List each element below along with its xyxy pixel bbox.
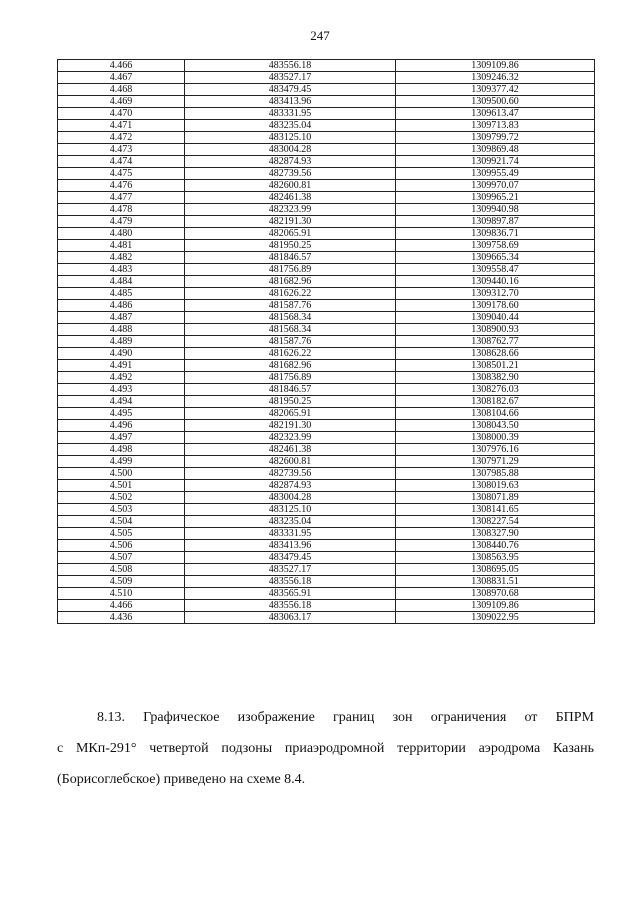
y-coordinate-cell: 1309799.72 xyxy=(396,132,595,144)
point-number-cell: 4.471 xyxy=(58,120,185,132)
x-coordinate-cell: 483556.18 xyxy=(185,600,396,612)
x-coordinate-cell: 483556.18 xyxy=(185,576,396,588)
y-coordinate-cell: 1307976.16 xyxy=(396,444,595,456)
table-row xyxy=(58,216,595,228)
point-number-cell: 4.478 xyxy=(58,204,185,216)
table-row xyxy=(58,396,595,408)
point-number-cell: 4.488 xyxy=(58,324,185,336)
y-coordinate-cell: 1307985.88 xyxy=(396,468,595,480)
y-coordinate-cell: 1309040.44 xyxy=(396,312,595,324)
coordinates-table xyxy=(57,59,595,624)
section-paragraph xyxy=(57,702,594,795)
table-row xyxy=(58,600,595,612)
paragraph-line-2: с МКп-291° четвертой подзоны приаэродромной территории аэродрома Казань xyxy=(57,741,594,756)
x-coordinate-cell: 483479.45 xyxy=(185,552,396,564)
point-number-cell: 4.490 xyxy=(58,348,185,360)
x-coordinate-cell: 483527.17 xyxy=(185,72,396,84)
point-number-cell: 4.484 xyxy=(58,276,185,288)
x-coordinate-cell: 481682.96 xyxy=(185,360,396,372)
x-coordinate-cell: 483527.17 xyxy=(185,564,396,576)
y-coordinate-cell: 1309965.21 xyxy=(396,192,595,204)
point-number-cell: 4.489 xyxy=(58,336,185,348)
x-coordinate-cell: 483413.96 xyxy=(185,96,396,108)
point-number-cell: 4.474 xyxy=(58,156,185,168)
y-coordinate-cell: 1308227.54 xyxy=(396,516,595,528)
y-coordinate-cell: 1309377.42 xyxy=(396,84,595,96)
table-row xyxy=(58,348,595,360)
table-row xyxy=(58,252,595,264)
point-number-cell: 4.481 xyxy=(58,240,185,252)
point-number-cell: 4.507 xyxy=(58,552,185,564)
table-row xyxy=(58,612,595,624)
y-coordinate-cell: 1308440.76 xyxy=(396,540,595,552)
x-coordinate-cell: 482739.56 xyxy=(185,468,396,480)
point-number-cell: 4.477 xyxy=(58,192,185,204)
point-number-cell: 4.475 xyxy=(58,168,185,180)
y-coordinate-cell: 1308900.93 xyxy=(396,324,595,336)
point-number-cell: 4.505 xyxy=(58,528,185,540)
table-row xyxy=(58,120,595,132)
table-row xyxy=(58,300,595,312)
point-number-cell: 4.492 xyxy=(58,372,185,384)
point-number-cell: 4.498 xyxy=(58,444,185,456)
y-coordinate-cell: 1308501.21 xyxy=(396,360,595,372)
y-coordinate-cell: 1307971.29 xyxy=(396,456,595,468)
x-coordinate-cell: 481756.89 xyxy=(185,372,396,384)
coordinates-table-body xyxy=(58,60,595,624)
point-number-cell: 4.502 xyxy=(58,492,185,504)
y-coordinate-cell: 1309713.83 xyxy=(396,120,595,132)
x-coordinate-cell: 482874.93 xyxy=(185,156,396,168)
point-number-cell: 4.506 xyxy=(58,540,185,552)
table-row xyxy=(58,276,595,288)
x-coordinate-cell: 483413.96 xyxy=(185,540,396,552)
y-coordinate-cell: 1309178.60 xyxy=(396,300,595,312)
x-coordinate-cell: 482600.81 xyxy=(185,456,396,468)
table-row xyxy=(58,528,595,540)
table-row xyxy=(58,108,595,120)
y-coordinate-cell: 1308019.63 xyxy=(396,480,595,492)
x-coordinate-cell: 482191.30 xyxy=(185,216,396,228)
y-coordinate-cell: 1309109.86 xyxy=(396,60,595,72)
point-number-cell: 4.466 xyxy=(58,60,185,72)
x-coordinate-cell: 481587.76 xyxy=(185,300,396,312)
y-coordinate-cell: 1309022.95 xyxy=(396,612,595,624)
table-row xyxy=(58,192,595,204)
table-row xyxy=(58,204,595,216)
x-coordinate-cell: 483125.10 xyxy=(185,504,396,516)
x-coordinate-cell: 483556.18 xyxy=(185,60,396,72)
paragraph-line-3: (Борисоглебское) приведено на схеме 8.4. xyxy=(57,772,306,787)
x-coordinate-cell: 482739.56 xyxy=(185,168,396,180)
point-number-cell: 4.487 xyxy=(58,312,185,324)
point-number-cell: 4.467 xyxy=(58,72,185,84)
table-row xyxy=(58,180,595,192)
table-row xyxy=(58,540,595,552)
point-number-cell: 4.499 xyxy=(58,456,185,468)
y-coordinate-cell: 1309897.87 xyxy=(396,216,595,228)
y-coordinate-cell: 1309921.74 xyxy=(396,156,595,168)
table-row xyxy=(58,444,595,456)
table-row xyxy=(58,360,595,372)
y-coordinate-cell: 1309955.49 xyxy=(396,168,595,180)
x-coordinate-cell: 483004.28 xyxy=(185,144,396,156)
table-row xyxy=(58,60,595,72)
y-coordinate-cell: 1308071.89 xyxy=(396,492,595,504)
point-number-cell: 4.470 xyxy=(58,108,185,120)
point-number-cell: 4.495 xyxy=(58,408,185,420)
x-coordinate-cell: 481568.34 xyxy=(185,324,396,336)
x-coordinate-cell: 481587.76 xyxy=(185,336,396,348)
x-coordinate-cell: 482323.99 xyxy=(185,432,396,444)
y-coordinate-cell: 1308628.66 xyxy=(396,348,595,360)
x-coordinate-cell: 482461.38 xyxy=(185,444,396,456)
y-coordinate-cell: 1309836.71 xyxy=(396,228,595,240)
y-coordinate-cell: 1308276.03 xyxy=(396,384,595,396)
y-coordinate-cell: 1308000.39 xyxy=(396,432,595,444)
x-coordinate-cell: 482065.91 xyxy=(185,228,396,240)
table-row xyxy=(58,264,595,276)
table-row xyxy=(58,336,595,348)
x-coordinate-cell: 481950.25 xyxy=(185,240,396,252)
y-coordinate-cell: 1309109.86 xyxy=(396,600,595,612)
table-row xyxy=(58,492,595,504)
y-coordinate-cell: 1308382.90 xyxy=(396,372,595,384)
y-coordinate-cell: 1308563.95 xyxy=(396,552,595,564)
point-number-cell: 4.468 xyxy=(58,84,185,96)
x-coordinate-cell: 481682.96 xyxy=(185,276,396,288)
y-coordinate-cell: 1309500.60 xyxy=(396,96,595,108)
point-number-cell: 4.469 xyxy=(58,96,185,108)
y-coordinate-cell: 1309613.47 xyxy=(396,108,595,120)
table-row xyxy=(58,168,595,180)
table-row xyxy=(58,228,595,240)
x-coordinate-cell: 481626.22 xyxy=(185,288,396,300)
point-number-cell: 4.496 xyxy=(58,420,185,432)
y-coordinate-cell: 1309312.70 xyxy=(396,288,595,300)
x-coordinate-cell: 483565.91 xyxy=(185,588,396,600)
table-row xyxy=(58,156,595,168)
y-coordinate-cell: 1308043.50 xyxy=(396,420,595,432)
y-coordinate-cell: 1309665.34 xyxy=(396,252,595,264)
x-coordinate-cell: 483004.28 xyxy=(185,492,396,504)
x-coordinate-cell: 481756.89 xyxy=(185,264,396,276)
x-coordinate-cell: 482065.91 xyxy=(185,408,396,420)
y-coordinate-cell: 1309246.32 xyxy=(396,72,595,84)
x-coordinate-cell: 483331.95 xyxy=(185,528,396,540)
table-row xyxy=(58,384,595,396)
point-number-cell: 4.472 xyxy=(58,132,185,144)
y-coordinate-cell: 1309869.48 xyxy=(396,144,595,156)
y-coordinate-cell: 1309940.98 xyxy=(396,204,595,216)
point-number-cell: 4.497 xyxy=(58,432,185,444)
point-number-cell: 4.491 xyxy=(58,360,185,372)
point-number-cell: 4.486 xyxy=(58,300,185,312)
table-row xyxy=(58,312,595,324)
table-row xyxy=(58,420,595,432)
x-coordinate-cell: 482191.30 xyxy=(185,420,396,432)
y-coordinate-cell: 1309970.07 xyxy=(396,180,595,192)
x-coordinate-cell: 482600.81 xyxy=(185,180,396,192)
x-coordinate-cell: 483479.45 xyxy=(185,84,396,96)
point-number-cell: 4.504 xyxy=(58,516,185,528)
x-coordinate-cell: 481846.57 xyxy=(185,252,396,264)
table-row xyxy=(58,408,595,420)
y-coordinate-cell: 1308327.90 xyxy=(396,528,595,540)
point-number-cell: 4.509 xyxy=(58,576,185,588)
point-number-cell: 4.503 xyxy=(58,504,185,516)
table-row xyxy=(58,516,595,528)
point-number-cell: 4.466 xyxy=(58,600,185,612)
table-row xyxy=(58,576,595,588)
y-coordinate-cell: 1309558.47 xyxy=(396,264,595,276)
table-row xyxy=(58,432,595,444)
table-row xyxy=(58,324,595,336)
point-number-cell: 4.476 xyxy=(58,180,185,192)
point-number-cell: 4.500 xyxy=(58,468,185,480)
table-row xyxy=(58,456,595,468)
x-coordinate-cell: 482323.99 xyxy=(185,204,396,216)
table-row xyxy=(58,144,595,156)
point-number-cell: 4.494 xyxy=(58,396,185,408)
point-number-cell: 4.508 xyxy=(58,564,185,576)
table-row xyxy=(58,132,595,144)
paragraph-line-1: 8.13. Графическое изображение границ зон ограничения от БПРМ xyxy=(97,710,594,725)
x-coordinate-cell: 481626.22 xyxy=(185,348,396,360)
y-coordinate-cell: 1309758.69 xyxy=(396,240,595,252)
y-coordinate-cell: 1309440.16 xyxy=(396,276,595,288)
point-number-cell: 4.483 xyxy=(58,264,185,276)
table-row xyxy=(58,372,595,384)
table-row xyxy=(58,288,595,300)
y-coordinate-cell: 1308104.66 xyxy=(396,408,595,420)
point-number-cell: 4.493 xyxy=(58,384,185,396)
point-number-cell: 4.480 xyxy=(58,228,185,240)
y-coordinate-cell: 1308182.67 xyxy=(396,396,595,408)
table-row xyxy=(58,84,595,96)
x-coordinate-cell: 482461.38 xyxy=(185,192,396,204)
y-coordinate-cell: 1308762.77 xyxy=(396,336,595,348)
y-coordinate-cell: 1308831.51 xyxy=(396,576,595,588)
point-number-cell: 4.485 xyxy=(58,288,185,300)
y-coordinate-cell: 1308141.65 xyxy=(396,504,595,516)
x-coordinate-cell: 483331.95 xyxy=(185,108,396,120)
table-row xyxy=(58,72,595,84)
table-row xyxy=(58,564,595,576)
table-row xyxy=(58,96,595,108)
x-coordinate-cell: 483063.17 xyxy=(185,612,396,624)
table-row xyxy=(58,588,595,600)
x-coordinate-cell: 483125.10 xyxy=(185,132,396,144)
x-coordinate-cell: 482874.93 xyxy=(185,480,396,492)
table-row xyxy=(58,240,595,252)
y-coordinate-cell: 1308970.68 xyxy=(396,588,595,600)
x-coordinate-cell: 481950.25 xyxy=(185,396,396,408)
point-number-cell: 4.510 xyxy=(58,588,185,600)
x-coordinate-cell: 481568.34 xyxy=(185,312,396,324)
point-number-cell: 4.473 xyxy=(58,144,185,156)
x-coordinate-cell: 483235.04 xyxy=(185,516,396,528)
point-number-cell: 4.482 xyxy=(58,252,185,264)
point-number-cell: 4.479 xyxy=(58,216,185,228)
y-coordinate-cell: 1308695.05 xyxy=(396,564,595,576)
table-row xyxy=(58,480,595,492)
table-row xyxy=(58,552,595,564)
table-row xyxy=(58,504,595,516)
x-coordinate-cell: 483235.04 xyxy=(185,120,396,132)
x-coordinate-cell: 481846.57 xyxy=(185,384,396,396)
page-number: 247 xyxy=(310,28,330,43)
point-number-cell: 4.501 xyxy=(58,480,185,492)
point-number-cell: 4.436 xyxy=(58,612,185,624)
table-row xyxy=(58,468,595,480)
